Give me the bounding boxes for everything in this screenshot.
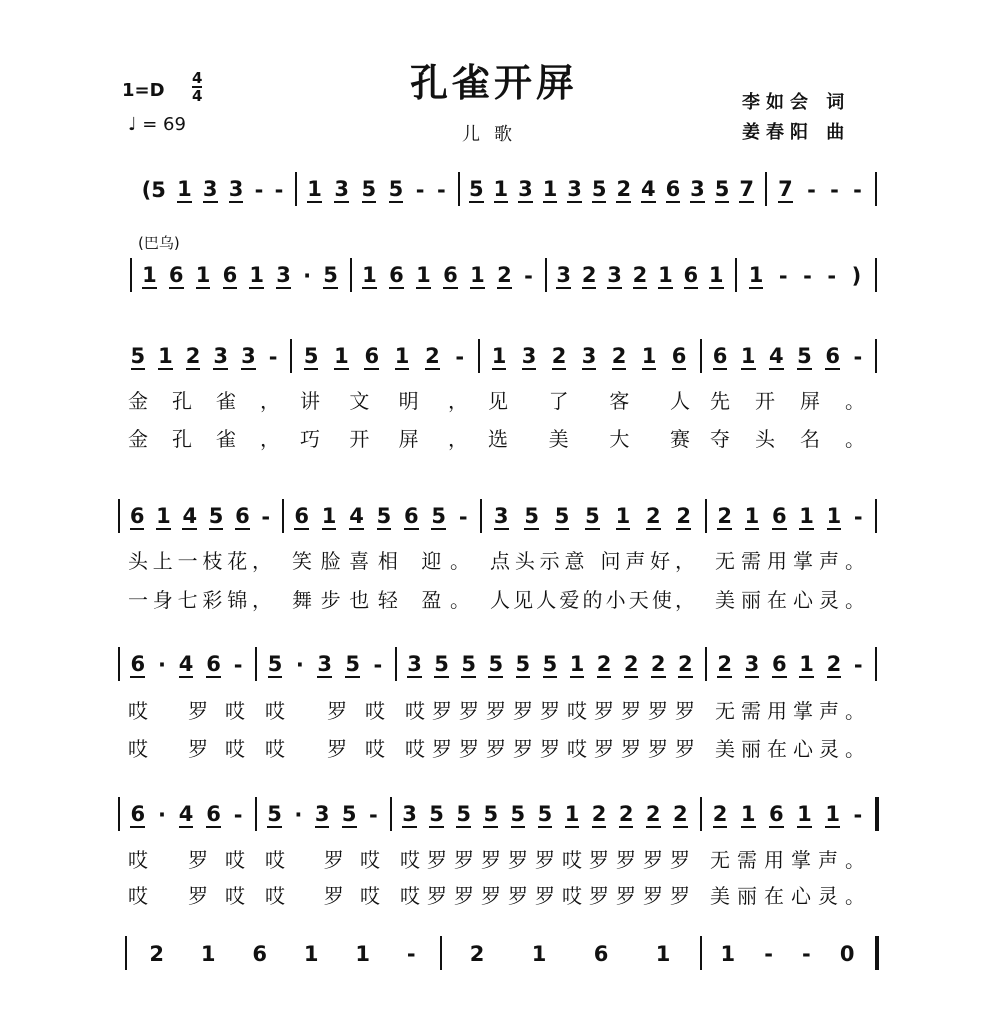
lyric-verse-2: 选美大赛 <box>488 427 690 451</box>
note: 2 <box>618 802 634 826</box>
note: 4 <box>178 802 194 826</box>
note: 1 <box>158 344 173 368</box>
measure <box>136 176 289 204</box>
note: 6 <box>712 344 728 368</box>
note: 1 <box>303 942 319 966</box>
measure <box>288 503 474 531</box>
note: - <box>415 178 425 202</box>
note: 6 <box>769 802 784 826</box>
note: - <box>233 653 243 677</box>
note: 2 <box>581 263 597 287</box>
note: - <box>406 942 416 966</box>
barline <box>290 339 292 373</box>
note: 1 <box>825 802 840 826</box>
barline <box>118 647 120 681</box>
note: 7 <box>778 177 793 201</box>
note: 6 <box>130 802 146 826</box>
time-bottom: 4 <box>192 87 203 105</box>
note: 6 <box>671 344 687 368</box>
note: - <box>373 653 383 677</box>
measure <box>741 262 869 290</box>
measure <box>771 176 869 204</box>
song-title: 孔雀开屏 <box>409 61 578 105</box>
barline <box>765 172 767 206</box>
note: - <box>803 264 812 288</box>
note: 4 <box>769 344 784 368</box>
lyric-verse-1: 见了客人 <box>488 389 690 413</box>
note: 4 <box>349 504 364 528</box>
note: 5 <box>515 652 531 676</box>
barline <box>295 172 297 206</box>
measure <box>706 940 869 968</box>
measure <box>296 343 472 371</box>
song-subtitle: 儿歌 <box>462 124 526 145</box>
note: 6 <box>771 652 787 676</box>
lyric-verse-2: 哎 罗哎 <box>265 884 380 908</box>
lyric-verse-1: 哎 罗哎 <box>265 699 385 723</box>
note: 3 <box>213 344 229 368</box>
note: - <box>524 264 533 288</box>
note: 6 <box>222 263 238 287</box>
note: 5 <box>797 344 812 368</box>
note: · <box>157 803 166 827</box>
lyric-verse-2: 哎 罗哎 <box>128 884 245 908</box>
note: - <box>807 178 816 202</box>
note: 1 <box>362 263 377 287</box>
note: 1 <box>826 504 842 528</box>
barline <box>118 499 120 533</box>
note: 2 <box>826 652 842 676</box>
barline <box>875 499 877 533</box>
lyric-verse-2: 舞步也轻 盈。 <box>292 588 470 612</box>
note: 2 <box>591 802 607 826</box>
note: 5 <box>488 652 504 676</box>
barline <box>875 172 877 206</box>
key-signature: 1=D <box>122 80 165 101</box>
tempo-marking: ♩ = 69 <box>128 114 186 135</box>
barline <box>875 936 879 970</box>
note: - <box>274 178 284 202</box>
note: 6 <box>683 263 699 287</box>
note: 6 <box>130 652 146 676</box>
measure <box>486 503 699 531</box>
note: 5 <box>510 802 526 826</box>
note: 3 <box>202 177 218 201</box>
note: - <box>778 264 788 288</box>
note: 5 <box>429 802 444 826</box>
barline <box>282 499 284 533</box>
note: 6 <box>129 504 145 528</box>
note: 2 <box>650 652 666 676</box>
note: 5 <box>483 802 499 826</box>
note: 5 <box>431 504 447 528</box>
note: 2 <box>646 504 661 528</box>
note: 1 <box>720 942 736 966</box>
note: 6 <box>593 942 609 966</box>
measure <box>711 503 869 531</box>
note: 1 <box>355 942 370 966</box>
lyric-verse-1: 哎罗罗罗罗罗哎罗罗罗罗 <box>405 699 695 723</box>
note: ) <box>851 264 862 288</box>
note: - <box>802 942 811 966</box>
lyric-verse-1: 讲文明， <box>300 389 468 413</box>
lyric-verse-2: 金孔雀， <box>128 427 280 451</box>
note: 1 <box>156 504 171 528</box>
note: 1 <box>655 942 671 966</box>
note: 2 <box>712 802 728 826</box>
note: 6 <box>364 344 380 368</box>
lyric-verse-2: 夺头名。 <box>710 427 865 451</box>
time-top: 4 <box>192 69 203 87</box>
note: 3 <box>241 344 256 368</box>
note: 5 <box>361 177 377 201</box>
note: 5 <box>714 177 730 201</box>
lyric-verse-2: 美丽在心灵。 <box>710 884 865 908</box>
note: 1 <box>740 344 756 368</box>
note: 5 <box>388 177 404 201</box>
note: 2 <box>149 942 165 966</box>
note: - <box>369 803 378 827</box>
measure <box>261 801 384 829</box>
note: 2 <box>616 177 632 201</box>
instrument-label: (巴乌) <box>138 234 180 252</box>
note: 1 <box>493 177 509 201</box>
note: 2 <box>497 263 512 287</box>
barline <box>255 647 257 681</box>
note: 1 <box>799 504 814 528</box>
measure <box>124 343 284 371</box>
note: 4 <box>182 504 198 528</box>
measure <box>401 651 699 679</box>
note: - <box>853 653 863 677</box>
note: 2 <box>673 802 688 826</box>
measure <box>396 801 694 829</box>
note: (5 <box>141 178 166 202</box>
note: 3 <box>518 177 533 201</box>
note: 2 <box>551 344 567 368</box>
note: 1 <box>142 263 157 287</box>
note: 5 <box>468 177 484 201</box>
note: - <box>268 345 278 369</box>
measure <box>711 651 869 679</box>
measure <box>136 262 344 290</box>
note: · <box>295 653 304 677</box>
measure <box>261 651 389 679</box>
note: 3 <box>567 177 582 201</box>
note: 5 <box>585 504 600 528</box>
note: 3 <box>402 802 417 826</box>
lyric-verse-2: 美丽在心灵。 <box>715 737 865 761</box>
barline <box>125 936 127 970</box>
note: 5 <box>323 263 338 287</box>
barline <box>130 258 132 292</box>
lyric-verse-1: 哎 罗哎 <box>128 848 245 872</box>
time-signature <box>192 70 202 104</box>
note: 1 <box>799 652 814 676</box>
note: 1 <box>658 263 673 287</box>
barline <box>875 258 877 292</box>
note: 1 <box>641 344 657 368</box>
note: 6 <box>168 263 184 287</box>
note: 2 <box>717 652 732 676</box>
note: 3 <box>317 652 332 676</box>
note: 1 <box>470 263 485 287</box>
note: 6 <box>665 177 681 201</box>
lyric-verse-1: 金孔雀， <box>128 389 280 413</box>
note: 4 <box>178 652 194 676</box>
note: 1 <box>615 504 631 528</box>
note: 2 <box>717 504 732 528</box>
note: 3 <box>744 652 760 676</box>
note: 2 <box>596 652 612 676</box>
note: 3 <box>607 263 622 287</box>
note: 5 <box>537 802 553 826</box>
note: - <box>764 942 773 966</box>
note: 5 <box>208 504 224 528</box>
note: - <box>827 264 837 288</box>
barline <box>705 647 707 681</box>
lyric-verse-2: 一身七彩锦， <box>128 588 272 612</box>
note: 1 <box>797 802 812 826</box>
note: 6 <box>771 504 787 528</box>
note: 1 <box>744 504 760 528</box>
barline <box>735 258 737 292</box>
barline <box>118 797 120 831</box>
note: 1 <box>416 263 431 287</box>
measure <box>484 343 694 371</box>
note: 1 <box>177 177 192 201</box>
barline <box>700 339 702 373</box>
measure <box>124 651 249 679</box>
note: 5 <box>376 504 392 528</box>
note: 6 <box>206 802 221 826</box>
note: 1 <box>531 942 547 966</box>
barline <box>390 797 392 831</box>
note: 5 <box>524 504 539 528</box>
note: 2 <box>632 263 648 287</box>
note: 1 <box>564 802 580 826</box>
note: 3 <box>690 177 705 201</box>
barline <box>705 499 707 533</box>
note: 6 <box>404 504 419 528</box>
note: · <box>294 803 303 827</box>
note: 1 <box>491 344 507 368</box>
note: 3 <box>334 177 349 201</box>
note: · <box>157 653 166 677</box>
note: - <box>853 505 863 529</box>
lyric-verse-1: 笑脸喜相 迎。 <box>292 549 470 573</box>
lyric-verse-2: 美丽在心灵。 <box>715 588 865 612</box>
note: 2 <box>676 504 692 528</box>
measure <box>706 801 869 829</box>
note: 2 <box>185 344 201 368</box>
barline <box>700 936 702 970</box>
note: 1 <box>195 263 211 287</box>
note: 3 <box>407 652 422 676</box>
lyric-verse-1: 头上一枝花， <box>128 549 272 573</box>
note: 2 <box>678 652 693 676</box>
lyric-verse-1: 无需用掌声。 <box>715 699 865 723</box>
note: 6 <box>389 263 404 287</box>
lyric-verse-1: 哎罗罗罗罗罗哎罗罗罗罗 <box>400 848 690 872</box>
barline <box>875 647 877 681</box>
lyric-verse-2: 哎罗罗罗罗罗哎罗罗罗罗 <box>400 884 690 908</box>
note: 6 <box>206 652 221 676</box>
lyric-verse-1: 哎 罗哎 <box>265 848 380 872</box>
measure <box>124 801 249 829</box>
barline <box>875 797 879 831</box>
note: 1 <box>321 504 337 528</box>
measure <box>356 262 539 290</box>
note: 5 <box>267 802 282 826</box>
note: 2 <box>645 802 661 826</box>
note: - <box>853 803 863 827</box>
measure <box>446 940 694 968</box>
note: 5 <box>591 177 607 201</box>
barline <box>875 339 877 373</box>
note: 5 <box>345 652 361 676</box>
note: 3 <box>228 177 244 201</box>
note: 5 <box>341 802 357 826</box>
measure <box>301 176 452 204</box>
note: - <box>455 345 465 369</box>
note: 0 <box>839 942 855 966</box>
measure <box>124 503 276 531</box>
note: 5 <box>456 802 471 826</box>
note: 2 <box>425 344 440 368</box>
note: 1 <box>394 344 410 368</box>
note: 3 <box>493 504 509 528</box>
composer-credit: 姜春阳 曲 <box>742 122 851 143</box>
note: 1 <box>708 263 724 287</box>
note: 7 <box>739 177 754 201</box>
lyric-verse-2: 巧开屏， <box>300 427 468 451</box>
note: - <box>436 178 446 202</box>
note: 6 <box>443 263 458 287</box>
lyricist-credit: 李如会 词 <box>742 92 851 113</box>
barline <box>458 172 460 206</box>
lyric-verse-1: 无需用掌声。 <box>710 848 865 872</box>
note: 4 <box>641 177 656 201</box>
lyric-verse-2: 人见人爱的小天使， <box>490 588 695 612</box>
barline <box>350 258 352 292</box>
note: 3 <box>314 802 330 826</box>
barline <box>480 499 482 533</box>
lyric-verse-2: 哎 罗哎 <box>128 737 245 761</box>
measure <box>551 262 729 290</box>
barline <box>700 797 702 831</box>
measure <box>131 940 434 968</box>
note: 1 <box>249 263 265 287</box>
note: 3 <box>521 344 537 368</box>
note: 2 <box>623 652 639 676</box>
note: 2 <box>611 344 627 368</box>
lyric-verse-2: 哎罗罗罗罗罗哎罗罗罗罗 <box>405 737 695 761</box>
note: · <box>303 264 312 288</box>
lyric-verse-1: 点头示意 问声好， <box>490 549 695 573</box>
note: 1 <box>740 802 756 826</box>
lyric-verse-1: 哎 罗哎 <box>128 699 245 723</box>
note: 5 <box>434 652 449 676</box>
barline <box>545 258 547 292</box>
note: 5 <box>267 652 283 676</box>
measure <box>706 343 869 371</box>
note: 6 <box>252 942 268 966</box>
barline <box>440 936 442 970</box>
note: 6 <box>825 344 840 368</box>
barline <box>395 647 397 681</box>
note: 5 <box>130 344 146 368</box>
note: 1 <box>334 344 349 368</box>
note: 3 <box>276 263 291 287</box>
note: 1 <box>307 177 322 201</box>
note: 6 <box>235 504 250 528</box>
note: 1 <box>569 652 585 676</box>
measure <box>464 176 759 204</box>
note: 2 <box>469 942 485 966</box>
note: 6 <box>294 504 310 528</box>
note: 5 <box>461 652 476 676</box>
lyric-verse-1: 先开屏。 <box>710 389 865 413</box>
note: 5 <box>542 652 558 676</box>
note: 1 <box>200 942 216 966</box>
lyric-verse-2: 哎 罗哎 <box>265 737 385 761</box>
note: - <box>830 178 839 202</box>
note: - <box>853 178 862 202</box>
barline <box>255 797 257 831</box>
note: - <box>254 178 264 202</box>
note: 5 <box>554 504 570 528</box>
note: 3 <box>556 263 572 287</box>
note: 1 <box>542 177 558 201</box>
note: - <box>853 345 863 369</box>
note: - <box>261 505 271 529</box>
barline <box>478 339 480 373</box>
note: 3 <box>581 344 597 368</box>
note: - <box>233 803 243 827</box>
note: 5 <box>303 344 319 368</box>
note: 1 <box>748 263 764 287</box>
note: - <box>458 505 468 529</box>
lyric-verse-1: 无需用掌声。 <box>715 549 865 573</box>
